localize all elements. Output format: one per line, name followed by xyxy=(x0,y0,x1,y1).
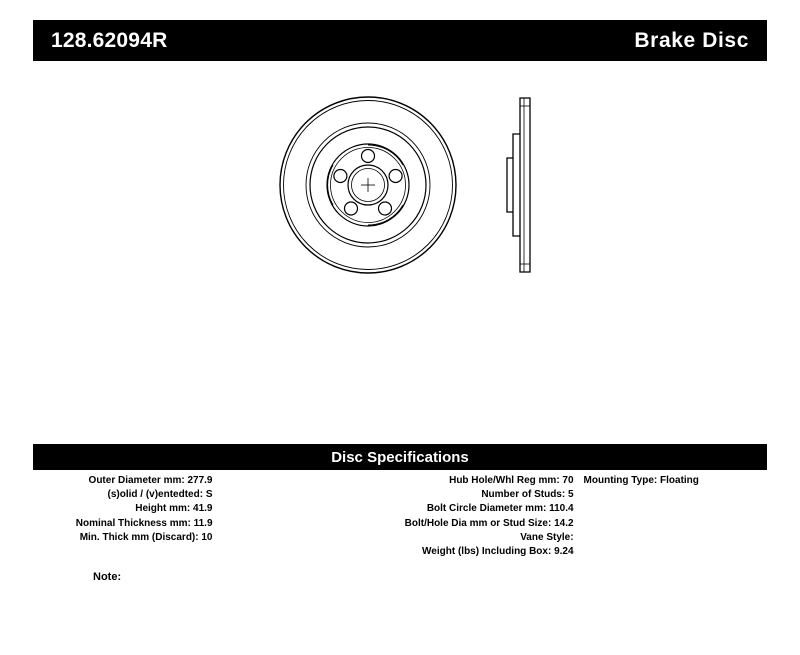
spec-line: Vane Style: xyxy=(520,531,574,543)
spec-column-middle xyxy=(217,474,578,559)
spec-line: Weight (lbs) Including Box: 9.24 xyxy=(422,546,574,558)
side-view-detail xyxy=(520,98,530,272)
spec-columns xyxy=(33,474,767,559)
header-bar xyxy=(33,20,767,61)
part-number: 128.62094R xyxy=(51,29,168,52)
spec-line: Nominal Thickness mm: 11.9 xyxy=(75,517,213,529)
note-label: Note: xyxy=(93,571,122,583)
spec-line: Number of Studs: 5 xyxy=(481,489,574,501)
spec-column-left xyxy=(33,474,217,545)
page-title: Brake Disc xyxy=(634,29,749,52)
spec-bar-title: Disc Specifications xyxy=(331,448,469,466)
spec-line: Mounting Type: Floating xyxy=(583,475,699,486)
spec-column-right xyxy=(578,474,767,488)
center-marks xyxy=(361,178,375,192)
spec-line: Hub Hole/Whl Reg mm: 70 xyxy=(449,475,574,486)
spec-line: Bolt/Hole Dia mm or Stud Size: 14.2 xyxy=(404,517,574,529)
spec-line: Height mm: 41.9 xyxy=(135,503,213,515)
technical-drawing xyxy=(33,70,767,420)
spec-line: Bolt Circle Diameter mm: 110.4 xyxy=(426,503,574,515)
spec-bar xyxy=(33,444,767,470)
spec-line: (s)olid / (v)entedted: S xyxy=(107,489,213,501)
spec-line: Outer Diameter mm: 277.9 xyxy=(88,475,213,486)
spec-line: Min. Thick mm (Discard): 10 xyxy=(79,531,213,543)
drawing-svg xyxy=(33,70,767,420)
side-view-profile xyxy=(507,98,530,272)
